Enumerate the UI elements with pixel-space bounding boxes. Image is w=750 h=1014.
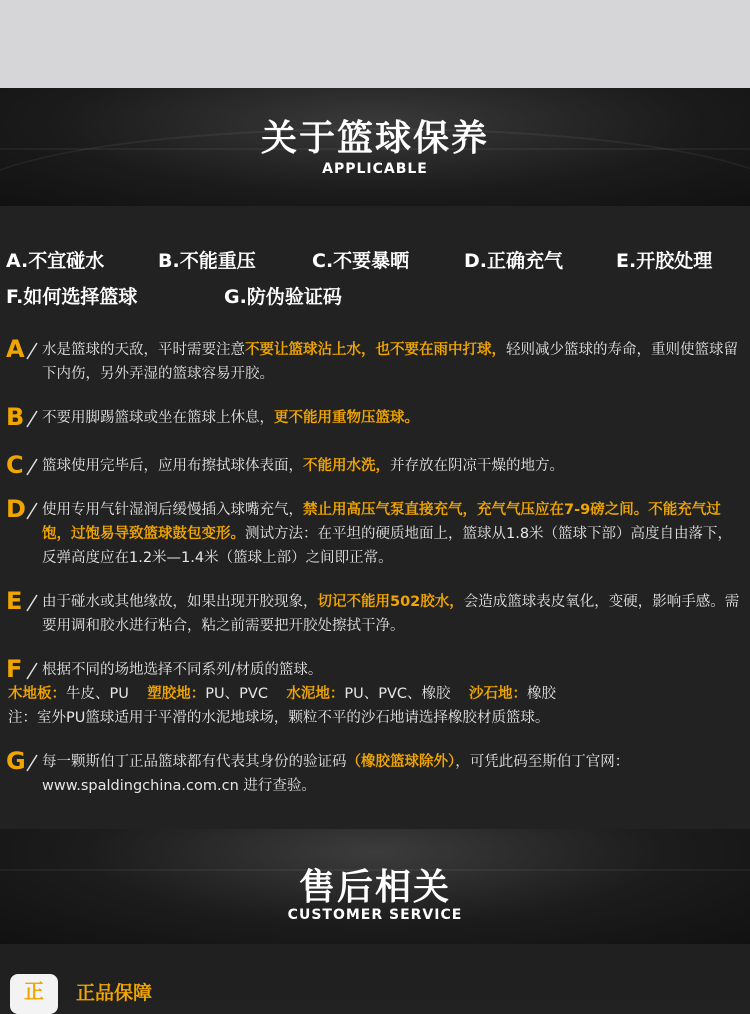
item-text bbox=[42, 338, 740, 386]
item-highlight: 不要让篮球沾上水，也不要在雨中打球， bbox=[245, 342, 506, 358]
item-text-part: ，可凭此码至斯伯丁官网：www.spaldingchina.com.cn 进行查验。 bbox=[42, 754, 630, 794]
item-text-part: 测试方法：在平坦的硬质地面上，篮球从1.8米（篮球下部）高度自由落下，反弹高度应在1.2米—1.4米（篮球上部）之间即正常。 bbox=[42, 526, 733, 566]
slash-icon bbox=[26, 754, 38, 772]
item-letter: A bbox=[6, 335, 25, 363]
item-letter: C bbox=[6, 451, 24, 479]
item-letter: E bbox=[6, 587, 23, 615]
tag-e: E.开胶处理 bbox=[616, 250, 713, 272]
item-text-part: 水是篮球的天敌，平时需要注意 bbox=[42, 342, 245, 358]
care-content bbox=[0, 206, 750, 829]
slash-icon bbox=[26, 410, 38, 428]
item-letter: B bbox=[6, 403, 25, 431]
service-subtitle: CUSTOMER SERVICE bbox=[287, 907, 463, 923]
item-text bbox=[42, 454, 740, 478]
tag-d: D.正确充气 bbox=[464, 250, 563, 272]
item-text-part: 不要用脚踢篮球或坐在篮球上休息， bbox=[42, 410, 274, 426]
item-text-part: 根据不同的场地选择不同系列/材质的篮球。 bbox=[42, 662, 323, 678]
slash-icon bbox=[26, 458, 38, 476]
surface-label-gravel: 沙石地： bbox=[468, 686, 527, 702]
service-header-banner bbox=[0, 829, 750, 944]
slash-icon bbox=[26, 662, 38, 680]
surface-value-cement: PU、PVC、橡胶 bbox=[344, 686, 451, 702]
service-title: 售后相关 bbox=[298, 867, 451, 908]
item-text-part: 篮球使用完毕后，应用布擦拭球体表面， bbox=[42, 458, 303, 474]
item-text-part: 使用专用气针湿润后缓慢插入球嘴充气， bbox=[42, 502, 303, 518]
item-highlight: （橡胶篮球除外） bbox=[346, 754, 456, 770]
item-letter: D bbox=[6, 495, 26, 523]
surface-value-wood: 牛皮、PU bbox=[66, 686, 129, 702]
surface-label-rubber: 塑胶地： bbox=[147, 686, 206, 702]
item-highlight: 不能用水洗， bbox=[303, 458, 390, 474]
item-highlight: 切记不能用502胶水， bbox=[317, 594, 464, 610]
genuine-label: 正品保障 bbox=[76, 982, 153, 1004]
item-text bbox=[42, 498, 740, 570]
item-text-part: 并存放在阴凉干燥的地方。 bbox=[390, 458, 564, 474]
tag-b: B.不能重压 bbox=[158, 250, 256, 272]
item-text bbox=[42, 750, 740, 798]
item-text bbox=[42, 590, 740, 638]
item-text-part: 每一颗斯伯丁正品篮球都有代表其身份的验证码 bbox=[42, 754, 347, 770]
item-letter: G bbox=[6, 747, 26, 775]
slash-icon bbox=[26, 594, 38, 612]
tag-f: F.如何选择篮球 bbox=[6, 286, 138, 308]
slash-icon bbox=[26, 502, 38, 520]
surface-label-cement: 水泥地： bbox=[286, 686, 345, 702]
item-letter: F bbox=[6, 655, 23, 683]
item-text-part: 会造成篮球表皮氧化，变硬，影响手感。需要用调和胶水进行粘合，粘之前需要把开胶处擦拭干净。 bbox=[42, 594, 740, 634]
care-title: 关于篮球保养 bbox=[260, 118, 489, 159]
surface-label-wood: 木地板： bbox=[8, 686, 66, 702]
item-text-part: 由于碰水或其他缘故，如果出现开胶现象， bbox=[42, 594, 318, 610]
guarantee-row bbox=[0, 944, 750, 1004]
genuine-icon: 正 bbox=[10, 974, 58, 1014]
surface-note: 注：室外PU篮球适用于平滑的水泥地球场，颗粒不平的沙石地请选择橡胶材质篮球。 bbox=[8, 710, 550, 726]
slash-icon bbox=[26, 342, 38, 360]
care-subtitle: APPLICABLE bbox=[322, 161, 428, 177]
care-header-banner bbox=[0, 88, 750, 206]
item-text-part: 轻则减少篮球的寿命，重则使篮球留下内伤，另外弄湿的篮球容易开胶。 bbox=[42, 342, 738, 382]
item-text bbox=[8, 658, 740, 730]
tag-a: A.不宜碰水 bbox=[6, 250, 105, 272]
surface-material-row bbox=[8, 682, 706, 706]
surface-value-gravel: 橡胶 bbox=[526, 686, 556, 702]
top-gray-bar bbox=[0, 0, 750, 88]
item-text bbox=[42, 406, 740, 430]
surface-value-rubber: PU、PVC bbox=[205, 686, 268, 702]
tag-g: G.防伪验证码 bbox=[224, 286, 342, 308]
item-highlight: 更不能用重物压篮球。 bbox=[274, 410, 419, 426]
item-highlight: 禁止用高压气泵直接充气，充气气压应在7-9磅之间。不能充气过饱，过饱易导致篮球鼓包变形。 bbox=[42, 502, 721, 542]
tag-c: C.不要暴晒 bbox=[312, 250, 410, 272]
